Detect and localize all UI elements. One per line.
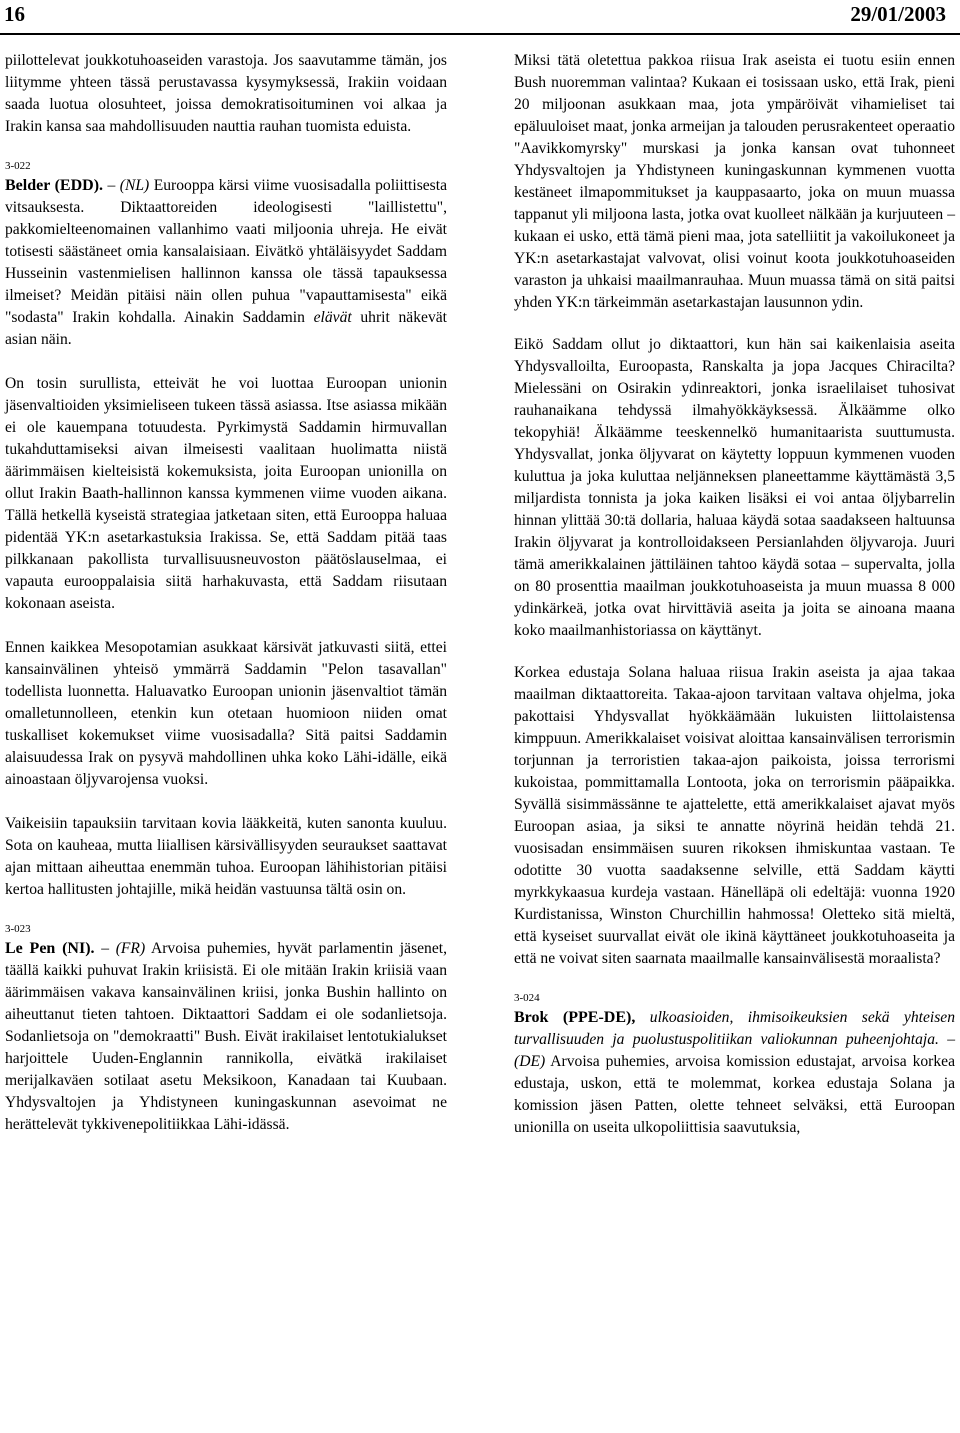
paragraph [5,175,447,351]
paragraph [5,813,447,901]
text-run: Ennen kaikkea Mesopotamian asukkaat kärsivät jatkuvasti siitä, ettei kansainvälinen yhteisö ymmärrä Saddamin "Pelon tasavallan" todellista luonnetta. Haluavatko Euroopan unionin jäsenvaltiot tämän omalletunnolleen, etenkin kun otetaan huomioon niiden omat tuskalliset kokemukset viime vuosisadalla? Sitä paitsi Saddamin alaisuudessa Irak on pysyvä mahdollinen uhka koko Lähi-idälle, eikä ainoastaan öljyvarojensa vuoksi. [5,639,447,788]
text-run: piilottelevat joukkotuhoaseiden varastoja. Jos saavutamme tämän, jos liitymme yhteen tässä perustavassa kysymyksessä, Irakiin voidaan saada luotua olosuhteet, joissa demokratisoituminen voi alkaa ja Irakin kansa saa mahdollisuuden nauttia rauhan tuomista eduista. [5,52,447,135]
text-run: – [938,1031,955,1048]
text-run: Vaikeisiin tapauksiin tarvitaan kovia lääkkeitä, kuten sanonta kuuluu. Sota on kauheaa, mutta liiallisen kärsivällisyyden seuraukset saattavat ajan mittaan aiheuttaa enemmän tuhoa. Euroopan lähihistorian pitäisi kertoa hallitusten johtajille, mikä heidän vastuunsa tältä osin on. [5,815,447,898]
paragraph [5,373,447,615]
page-number: 16 [4,2,25,26]
paragraph [5,637,447,791]
text-run: – [94,940,116,957]
header-rule [0,33,960,35]
italic-text: (FR) [115,940,146,957]
item-number: 3-024 [514,992,540,1004]
paragraph [514,50,955,314]
paragraph [514,1007,955,1139]
left-column [5,50,447,1136]
paragraph [514,334,955,642]
text-run: Eikö Saddam ollut jo diktaattori, kun hän sai kaikenlaisia aseita Yhdysvalloilta, Euroopasta, Ranskalta ja jopa Jacques Chiracilta? Mielessäni on Osirakin ydinreaktori, jonka israelilaiset tuhosivat rauhanaikana tehdyssä ilmahyökkäyksessä. Älkäämme olko tekopyhiä! Älkäämme teeskennelkö humanitaarista suuttumusta. Yhdysvallat, jonka öljyvarat on käytetty loppuun kymmenen vuoden kuluttua ja joka kuluttaa neljänneksen planeettamme käyttämästä 3,5 miljardista tonnista ja joka kaiken lisäksi ei voi antaa öljybarrelin hinnan ylittää 30:tä dollaria, haluaa käydä sotaa saadakseen haltuunsa Irakin öljyvarat ja kontrolloidakseen Persianlahden öljyvaroja. Juuri tämä amerikkalainen jättiläinen tahtoo käydä sotaa – supervalta, jolla on 80 prosenttia maailman joukkotuhoaseista ja muun muassa 8 000 ydinkärkeä, jotka ovat hirvittäviä aseita ja joita se ainoana maana koko maailmanhistoriassa on käyttänyt. [514,336,955,639]
italic-text: (DE) [514,1053,546,1070]
item-number: 3-023 [5,923,31,935]
text-run: – [103,177,120,194]
text-run: Arvoisa puhemies, arvoisa komission edustajat, arvoisa korkea edustaja, uskon, että te molemmat, korkea edustaja Solana ja komission jäsen Patten, olette tehneet selväksi, että Euroopan unionilla on useita ulkopoliittisia saavutuksia, [514,1053,955,1136]
paragraph [514,662,955,970]
italic-text: elävät [313,309,352,326]
text-run: Arvoisa puhemies, hyvät parlamentin jäsenet, täällä kaikki puhuvat Irakin kriisistä. Ei ole mitään Irakin kriisiä vaan äärimmäisen vakava kansainvälinen kriisi, jonka Bushin hallinto on aiheuttanut tieten tahtoen. Diktaattori Saddam ei ole sodanlietsoja. Sodanlietsoja on "demokraatti" Bush. Eivät irakilaiset lentotukialukset harjoittele Uuden-Englannin rannikolla, eivätkä irakilaiset merijalkaväen sotilaat asetu Meksikoon, Kanadaan tai Kuubaan. Yhdysvaltojen ja Yhdistyneen kuningaskunnan asevoimat ne herättelevät tykkivenepolitiikkaa Lähi-idässä. [5,940,448,1133]
paragraph [5,938,447,1136]
italic-text: (NL) [119,177,150,194]
item-number: 3-022 [5,160,31,172]
right-column [514,50,955,1139]
paragraph [5,50,447,138]
speaker-name: Le Pen (NI). [5,940,95,957]
italic-text: ulkoasioiden, ihmisoikeuksien sekä yhteisen turvallisuuden ja puolustuspolitiikan valiokunnan puheenjohtaja. [514,1009,956,1048]
text-run: Miksi tätä oletettua pakkoa riisua Irak aseista ei tuotu esiin ennen Bush nuoremman valintaa? Kukaan ei tosissaan usko, että Irak, pieni 20 miljoonan asukkaan maa, jota ympäröivät vihamieliset tai epäluuloiset maat, jonka armeijan ja talouden perusrakenteet operaatio "Aavikkomyrsky" murskasi ja jonka kansan ovat tuhonneet Yhdysvaltojen ja Yhdistyneen kuningaskunnan kymmenen vuotta kestäneet ilmapommitukset ja kauppasaarto, joka on muun muassa tappanut yli miljoona lasta, jotka ovat kuolleet nälkään ja kurjuuteen – kukaan ei usko, että tämä pieni maa, jota satelliitit ja vakoilukoneet ja YK:n asetarkastajat valvovat, olisi voinut koota joukkotuhoaseiden varaston ja uhkaisi maailmanrauhaa. Muun muassa tämä on sitä paitsi yhden YK:n tärkeimmän asetarkastajan lausunnon ydin. [514,52,955,311]
page-date: 29/01/2003 [850,2,946,26]
text-run: Eurooppa kärsi viime vuosisadalla poliittisesta vitsauksesta. Diktaattoreiden ideologisesti "laillistettu", pakkomielteenomainen vallanhimo vaati miljoonia uhreja. He eivät totisesti säästäneet omia kansalaisiaan. Eivätkö yhtäläisyydet Saddam Husseinin vastenmielisen hallinnon kanssa ole tässä tapauksessa ilmeiset? Meidän pitäisi näin ollen puhua "vapauttamisesta" eikä "sodasta" Irakin kohdalla. Ainakin Saddamin [5,177,448,326]
speaker-name: Brok (PPE-DE), [514,1009,636,1026]
speaker-name: Belder (EDD). [5,177,104,194]
text-run: Korkea edustaja Solana haluaa riisua Irakin aseista ja ajaa takaa maailman diktaattoreita. Takaa-ajoon tarvitaan valtava ohjelma, joka pakottaisi Yhdysvallat hyökkäämään lukuisten liittolaistensa kimppuun. Amerikkalaiset voisivat aloittaa kansainvälisen terrorismin torjunnan ja terroristien takaa-ajon paikoista, joissa terrorismi kukoistaa, pommittamalla Lontoota, joka on terrorismin pääpaikka. Syvällä sisimmässänne te ajattelette, että amerikkalaiset ajavat myös Euroopan asiaa, ja siksi te annatte nöyrinä heidän tehdä 21. vuosisadan ensimmäisen suuren rikoksen ihmiskuntaa vastaan. Te odotitte 30 vuotta saadaksenne selville, että Saddam käytti myrkkykaasua kurdeja vastaan. Hänelläpä oli edeltäjä: vuonna 1920 Kurdistanissa, Winston Churchillin hahmossa! Oletteko sitä mieltä, että kyseiset suurvallat eivät ole ikinä käyttäneet joukkotuhoaseita ja että ne voivat siten saarnata maailmalle kansainvälisestä moraalista? [514,664,955,967]
page-header [0,0,960,34]
text-run: uhrit näkevät asian näin. [5,309,447,348]
text-run [635,1009,649,1026]
text-run: On tosin surullista, etteivät he voi luottaa Euroopan unionin jäsenvaltioiden yksimieliseen tukeen tässä asiassa. Itse asiassa mikään ei ole kauempana totuudesta. Pyrkimystä Saddamin hirmuvallan tukahduttamiseksi aivan ilmeisesti vaalitaan huolimatta niistä äärimmäisen kielteisistä kokemuksista, joita Euroopan unionilla on ollut Irakin Baath-hallinnon kanssa kymmenen viime vuoden aikana. Tällä hetkellä kyseistä strategiaa jatketaan siten, että Eurooppa haluaa pidentää YK:n asetarkastuksia Irakissa. Se, että Saddam pitää taas pilkkanaan pakollista turvallisuusneuvoston päätöslauselmaa, ei vapauta eurooppalaisia siitä harhakuvasta, että Saddam riisutaan kokonaan aseista. [5,375,447,612]
